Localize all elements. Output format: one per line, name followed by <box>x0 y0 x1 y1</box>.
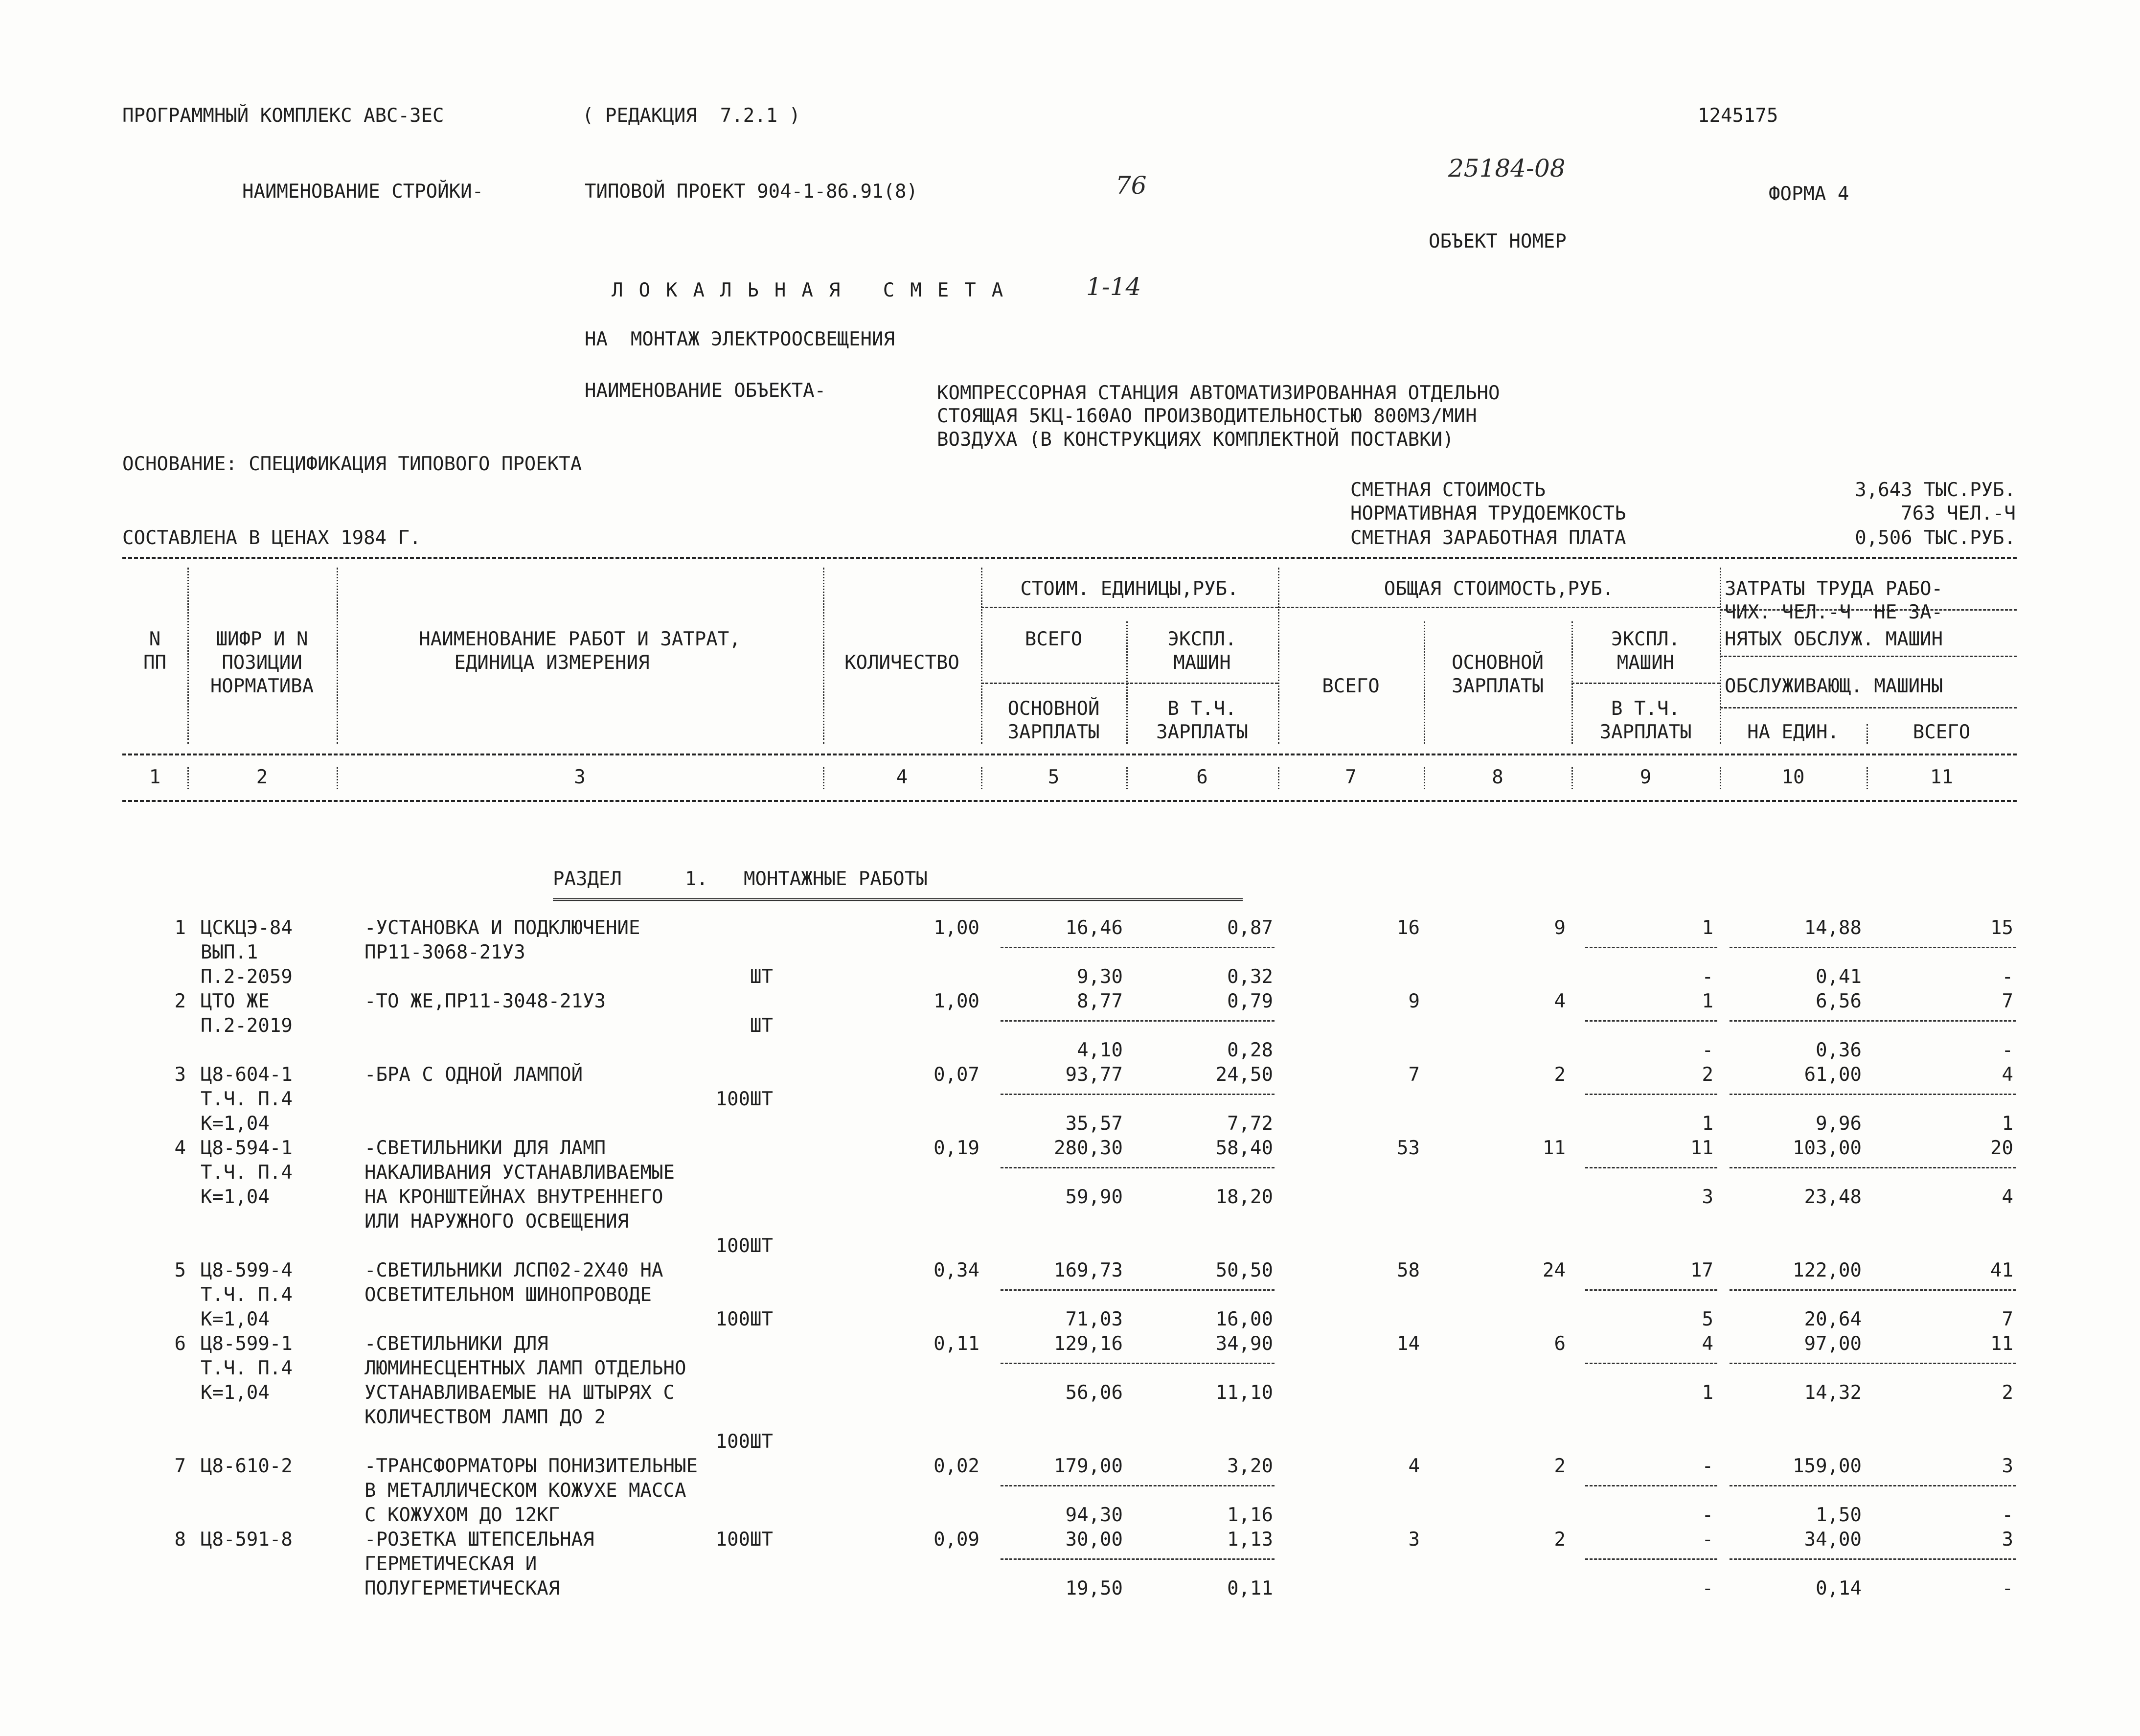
row-unit-base: 94,30 <box>1065 1504 1123 1526</box>
row-name-line: -ТО ЖЕ,ПР11-3048-21УЗ <box>364 990 606 1012</box>
unit-incl-header-1: В Т.Ч. <box>1167 698 1237 720</box>
row-unit-incl: 0,32 <box>1227 966 1273 988</box>
object-line-1: КОМПРЕССОРНАЯ СТАНЦИЯ АВТОМАТИЗИРОВАННАЯ ОТДЕЛЬНО <box>937 382 1500 404</box>
header-rule-total <box>1278 607 1720 608</box>
section-title: МОНТАЖНЫЕ РАБОТЫ <box>744 868 928 890</box>
colnum-9: 9 <box>1639 766 1652 788</box>
row-labor-total: 3 <box>2002 1455 2013 1477</box>
unit-mach-header-1: ЭКСПЛ. <box>1167 628 1237 650</box>
row-labor-unit-2: 0,14 <box>1816 1577 1862 1599</box>
colnum-10: 10 <box>1781 766 1805 788</box>
labor-total-header: ВСЕГО <box>1912 721 1971 743</box>
summary-label-wage: СМЕТНАЯ ЗАРАБОТНАЯ ПЛАТА <box>1350 527 1626 549</box>
row-name-line: ОСВЕТИТЕЛЬНОМ ШИНОПРОВОДЕ <box>364 1284 652 1306</box>
row-labor-unit-2: 23,48 <box>1804 1186 1862 1208</box>
row-labor-unit: 122,00 <box>1793 1259 1862 1281</box>
estimate-title: ЛОКАЛЬНАЯ СМЕТА <box>612 279 1019 301</box>
prices-basis: СОСТАВЛЕНА В ЦЕНАХ 1984 Г. <box>122 527 421 549</box>
row-total-base: 2 <box>1554 1529 1566 1551</box>
row-unit-divider <box>1001 1167 1275 1168</box>
row-labor-divider <box>1730 1363 2016 1364</box>
row-total-divider <box>1585 1363 1717 1364</box>
row-total-incl: 3 <box>1702 1186 1713 1208</box>
row-total-divider <box>1585 947 1717 948</box>
col2-header-line1: ШИФР И N <box>216 628 308 650</box>
row-unit-mach: 1,13 <box>1227 1529 1273 1551</box>
row-code-line: ЦСКЦЭ-84 <box>201 917 293 939</box>
colnum-7: 7 <box>1345 766 1357 788</box>
row-total-incl: - <box>1702 1039 1713 1061</box>
row-labor-divider <box>1730 1094 2016 1095</box>
row-total-all: 14 <box>1397 1333 1420 1355</box>
row-quantity: 1,00 <box>933 917 979 939</box>
row-unit-mach: 34,90 <box>1215 1333 1273 1355</box>
header-bottom-rule <box>122 754 2017 755</box>
row-unit-base: 59,90 <box>1065 1186 1123 1208</box>
row-labor-total: 41 <box>1990 1259 2013 1281</box>
colnum-8: 8 <box>1492 766 1503 788</box>
row-unit-incl: 0,28 <box>1227 1039 1273 1061</box>
row-labor-divider <box>1730 1020 2016 1022</box>
object-number-label: ОБЪЕКТ НОМЕР <box>1429 230 1567 252</box>
row-quantity: 0,11 <box>933 1333 979 1355</box>
row-total-mach: 17 <box>1690 1259 1713 1281</box>
row-labor-total: 3 <box>2002 1529 2013 1551</box>
row-total-all: 58 <box>1397 1259 1420 1281</box>
total-mach-header-2: МАШИН <box>1616 652 1675 674</box>
row-labor-total: 15 <box>1990 917 2013 939</box>
row-unit-incl: 0,11 <box>1227 1577 1273 1599</box>
total-all-header: ВСЕГО <box>1322 675 1380 697</box>
basis: ОСНОВАНИЕ: СПЕЦИФИКАЦИЯ ТИПОВОГО ПРОЕКТА <box>122 453 582 475</box>
row-labor-total-2: 7 <box>2002 1308 2013 1330</box>
row-total-incl: 1 <box>1702 1113 1713 1135</box>
row-unit-total: 169,73 <box>1054 1259 1123 1281</box>
row-name-line: -БРА С ОДНОЙ ЛАМПОЙ <box>364 1064 583 1086</box>
row-unit: 100ШТ <box>715 1235 773 1257</box>
total-mach-header-1: ЭКСПЛ. <box>1611 628 1680 650</box>
row-unit-total: 179,00 <box>1054 1455 1123 1477</box>
row-total-base: 24 <box>1543 1259 1566 1281</box>
estimate-subject: НА МОНТАЖ ЭЛЕКТРООСВЕЩЕНИЯ <box>585 328 895 350</box>
row-name-line: ИЛИ НАРУЖНОГО ОСВЕЩЕНИЯ <box>364 1211 629 1233</box>
row-code-line: П.2-2059 <box>201 966 293 988</box>
row-unit: 100ШТ <box>715 1529 773 1551</box>
row-labor-divider <box>1730 1167 2016 1168</box>
num-sep-10 <box>1867 767 1868 789</box>
row-name-line: ПР11-3068-21УЗ <box>364 941 525 963</box>
summary-value-wage: 0,506 ТЫС.РУБ. <box>1855 527 2016 549</box>
row-unit-incl: 1,16 <box>1227 1504 1273 1526</box>
row-unit-mach: 0,79 <box>1227 990 1273 1012</box>
total-base-header-2: ЗАРПЛАТЫ <box>1452 675 1544 697</box>
row-labor-total: 20 <box>1990 1137 2013 1159</box>
summary-value-cost: 3,643 ТЫС.РУБ. <box>1855 479 2016 501</box>
total-incl-header-1: В Т.Ч. <box>1611 698 1680 720</box>
row-unit-mach: 50,50 <box>1215 1259 1273 1281</box>
row-total-all: 7 <box>1408 1064 1420 1086</box>
row-code-line: Ц8-599-4 <box>201 1259 293 1281</box>
row-name-line: -УСТАНОВКА И ПОДКЛЮЧЕНИЕ <box>364 917 640 939</box>
row-labor-total: 11 <box>1990 1333 2013 1355</box>
row-labor-total-2: - <box>2002 1504 2013 1526</box>
row-labor-total-2: 4 <box>2002 1186 2013 1208</box>
row-unit-total: 129,16 <box>1054 1333 1123 1355</box>
row-unit-base: 71,03 <box>1065 1308 1123 1330</box>
row-name-line: В МЕТАЛЛИЧЕСКОМ КОЖУХЕ МАССА <box>364 1480 686 1502</box>
colnum-3: 3 <box>574 766 586 788</box>
row-quantity: 1,00 <box>933 990 979 1012</box>
col4-header: КОЛИЧЕСТВО <box>844 652 959 674</box>
row-code-line: Т.Ч. П.4 <box>201 1088 293 1110</box>
row-unit-divider <box>1001 1363 1275 1364</box>
row-name-line: КОЛИЧЕСТВОМ ЛАМП ДО 2 <box>364 1406 606 1428</box>
colnum-4: 4 <box>896 766 908 788</box>
document-number: 1245175 <box>1698 105 1778 127</box>
row-unit-base: 35,57 <box>1065 1113 1123 1135</box>
row-unit-mach: 58,40 <box>1215 1137 1273 1159</box>
row-total-base: 11 <box>1543 1137 1566 1159</box>
row-quantity: 0,09 <box>933 1529 979 1551</box>
row-name-line: НА КРОНШТЕЙНАХ ВНУТРЕННЕГО <box>364 1186 663 1208</box>
row-total-incl: 1 <box>1702 1382 1713 1404</box>
row-unit-mach: 3,20 <box>1227 1455 1273 1477</box>
row-total-divider <box>1585 1167 1717 1168</box>
row-labor-unit-2: 0,36 <box>1816 1039 1862 1061</box>
row-unit-total: 30,00 <box>1065 1529 1123 1551</box>
row-unit-divider <box>1001 947 1275 948</box>
row-unit-divider <box>1001 1289 1275 1291</box>
row-labor-unit: 61,00 <box>1804 1064 1862 1086</box>
summary-label-labor: НОРМАТИВНАЯ ТРУДОЕМКОСТЬ <box>1350 503 1626 525</box>
row-quantity: 0,34 <box>933 1259 979 1281</box>
row-labor-total-2: 1 <box>2002 1113 2013 1135</box>
row-code-line: ЦТО ЖЕ <box>201 990 270 1012</box>
row-labor-unit-2: 0,41 <box>1816 966 1862 988</box>
section-number: 1. <box>685 868 708 890</box>
row-total-divider <box>1585 1020 1717 1022</box>
labor-header-1: ЗАТРАТЫ ТРУДА РАБО- <box>1725 578 1943 600</box>
row-unit-incl: 11,10 <box>1215 1382 1273 1404</box>
row-name-line: -СВЕТИЛЬНИКИ ДЛЯ <box>364 1333 548 1355</box>
row-labor-divider <box>1730 947 2016 948</box>
row-code-line: Т.Ч. П.4 <box>201 1357 293 1379</box>
section-label: РАЗДЕЛ <box>553 868 622 890</box>
table-top-rule <box>122 557 2017 559</box>
row-unit-base: 56,06 <box>1065 1382 1123 1404</box>
row-code-line: К=1,04 <box>201 1186 270 1208</box>
num-sep-3 <box>823 767 824 789</box>
row-unit-mach: 0,87 <box>1227 917 1273 939</box>
row-code-line: Ц8-591-8 <box>201 1529 293 1551</box>
row-quantity: 0,07 <box>933 1064 979 1086</box>
row-labor-unit-2: 20,64 <box>1804 1308 1862 1330</box>
row-unit-total: 8,77 <box>1077 990 1123 1012</box>
row-number: 4 <box>174 1137 186 1159</box>
row-unit: 100ШТ <box>715 1088 773 1110</box>
row-unit-incl: 18,20 <box>1215 1186 1273 1208</box>
row-labor-total-2: - <box>2002 1039 2013 1061</box>
row-labor-total-2: 2 <box>2002 1382 2013 1404</box>
row-name-line: -ТРАНСФОРМАТОРЫ ПОНИЗИТЕЛЬНЫЕ <box>364 1455 698 1477</box>
row-total-base: 2 <box>1554 1455 1566 1477</box>
total-base-header-1: ОСНОВНОЙ <box>1452 652 1544 674</box>
colnum-1: 1 <box>149 766 161 788</box>
header-rule-total-mid <box>1571 683 1720 684</box>
row-name-line: -СВЕТИЛЬНИКИ ЛСП02-2Х40 НА <box>364 1259 663 1281</box>
total-incl-header-2: ЗАРПЛАТЫ <box>1599 721 1692 743</box>
row-code-line: К=1,04 <box>201 1113 270 1135</box>
row-labor-unit: 14,88 <box>1804 917 1862 939</box>
row-number: 3 <box>174 1064 186 1086</box>
row-total-base: 2 <box>1554 1064 1566 1086</box>
estimate-number: 1-14 <box>1086 273 1141 301</box>
row-name-line: ПОЛУГЕРМЕТИЧЕСКАЯ <box>364 1577 560 1599</box>
col2-header-line2: ПОЗИЦИИ <box>222 652 302 674</box>
row-name-line: ГЕРМЕТИЧЕСКАЯ И <box>364 1553 537 1575</box>
summary-value-labor: 763 ЧЕЛ.-Ч <box>1901 503 2016 525</box>
row-total-all: 16 <box>1397 917 1420 939</box>
construction-label: НАИМЕНОВАНИЕ СТРОЙКИ- <box>242 181 484 203</box>
row-total-mach: 1 <box>1702 917 1713 939</box>
row-code-line: Т.Ч. П.4 <box>201 1284 293 1306</box>
row-code-line: К=1,04 <box>201 1382 270 1404</box>
total-cost-header: ОБЩАЯ СТОИМОСТЬ,РУБ. <box>1384 578 1614 600</box>
header-rule-unit <box>981 607 1278 608</box>
col2-header-line3: НОРМАТИВА <box>210 675 314 697</box>
row-unit-total: 16,46 <box>1065 917 1123 939</box>
row-code-line: ВЫП.1 <box>201 941 258 963</box>
row-unit-incl: 16,00 <box>1215 1308 1273 1330</box>
row-total-base: 6 <box>1554 1333 1566 1355</box>
construction-value: ТИПОВОЙ ПРОЕКТ 904-1-86.91(8) <box>585 181 918 203</box>
colnum-2: 2 <box>256 766 268 788</box>
row-number: 5 <box>174 1259 186 1281</box>
row-total-all: 4 <box>1408 1455 1420 1477</box>
row-code-line: Ц8-610-2 <box>201 1455 293 1477</box>
col3-header-line2: ЕДИНИЦА ИЗМЕРЕНИЯ <box>454 652 650 674</box>
row-unit-divider <box>1001 1485 1275 1486</box>
num-sep-5 <box>1126 767 1128 789</box>
row-total-divider <box>1585 1289 1717 1291</box>
col1-header-line2: ПП <box>143 652 166 674</box>
row-unit: 100ШТ <box>715 1308 773 1330</box>
row-total-divider <box>1585 1485 1717 1486</box>
summary-label-cost: СМЕТНАЯ СТОИМОСТЬ <box>1350 479 1546 501</box>
row-code-line: Ц8-594-1 <box>201 1137 293 1159</box>
row-total-mach: 4 <box>1702 1333 1713 1355</box>
row-unit-divider <box>1001 1020 1275 1022</box>
row-name-line: -РОЗЕТКА ШТЕПСЕЛЬНАЯ <box>364 1529 594 1551</box>
row-total-all: 53 <box>1397 1137 1420 1159</box>
row-total-base: 4 <box>1554 990 1566 1012</box>
row-unit-base: 19,50 <box>1065 1577 1123 1599</box>
row-labor-unit-2: 9,96 <box>1816 1113 1862 1135</box>
row-labor-total-2: - <box>2002 1577 2013 1599</box>
num-sep-8 <box>1571 767 1573 789</box>
row-quantity: 0,02 <box>933 1455 979 1477</box>
object-line-3: ВОЗДУХА (В КОНСТРУКЦИЯХ КОМПЛЕКТНОЙ ПОСТАВКИ) <box>937 429 1454 451</box>
row-unit-divider <box>1001 1558 1275 1560</box>
row-unit-divider <box>1001 1094 1275 1095</box>
colnum-5: 5 <box>1047 766 1060 788</box>
row-total-incl: - <box>1702 1504 1713 1526</box>
row-total-mach: - <box>1702 1529 1713 1551</box>
handwritten-code: 25184-08 <box>1448 154 1566 183</box>
row-labor-unit: 103,00 <box>1793 1137 1862 1159</box>
unit-base-header-1: ОСНОВНОЙ <box>1007 698 1100 720</box>
unit-cost-header: СТОИМ. ЕДИНИЦЫ,РУБ. <box>1020 578 1239 600</box>
row-labor-total: 7 <box>2002 990 2013 1012</box>
row-total-mach: 1 <box>1702 990 1713 1012</box>
row-number: 1 <box>174 917 186 939</box>
col3-header-line1: НАИМЕНОВАНИЕ РАБОТ И ЗАТРАТ, <box>419 628 741 650</box>
num-sep-2 <box>337 767 338 789</box>
row-number: 2 <box>174 990 186 1012</box>
header-rule-labor-3 <box>1720 707 2017 708</box>
colnum-6: 6 <box>1196 766 1208 788</box>
row-unit-total: 93,77 <box>1065 1064 1123 1086</box>
unit-incl-header-2: ЗАРПЛАТЫ <box>1156 721 1248 743</box>
row-number: 8 <box>174 1529 186 1551</box>
row-code-line: Ц8-604-1 <box>201 1064 293 1086</box>
num-sep-9 <box>1720 767 1721 789</box>
row-quantity: 0,19 <box>933 1137 979 1159</box>
row-unit-base: 9,30 <box>1077 966 1123 988</box>
row-unit-incl: 7,72 <box>1227 1113 1273 1135</box>
row-total-mach: 11 <box>1690 1137 1713 1159</box>
row-total-all: 9 <box>1408 990 1420 1012</box>
row-total-all: 3 <box>1408 1529 1420 1551</box>
colnum-11: 11 <box>1930 766 1953 788</box>
row-unit-mach: 24,50 <box>1215 1064 1273 1086</box>
row-number: 6 <box>174 1333 186 1355</box>
row-labor-unit: 97,00 <box>1804 1333 1862 1355</box>
row-labor-divider <box>1730 1289 2016 1291</box>
object-line-2: СТОЯЩАЯ 5КЦ-160АО ПРОИЗВОДИТЕЛЬНОСТЬЮ 800М3/МИН <box>937 405 1477 427</box>
header-rule-labor-2 <box>1720 656 2017 657</box>
row-number: 7 <box>174 1455 186 1477</box>
num-sep-1 <box>187 767 189 789</box>
row-total-divider <box>1585 1094 1717 1095</box>
form-number: ФОРМА 4 <box>1769 183 1849 205</box>
row-total-base: 9 <box>1554 917 1566 939</box>
header-rule-unit-mid <box>981 683 1278 684</box>
numbers-bottom-rule <box>122 800 2017 802</box>
row-labor-unit-2: 1,50 <box>1816 1504 1862 1526</box>
row-total-incl: - <box>1702 966 1713 988</box>
row-code-line: Ц8-599-1 <box>201 1333 293 1355</box>
row-labor-unit: 34,00 <box>1804 1529 1862 1551</box>
row-unit-total: 280,30 <box>1054 1137 1123 1159</box>
unit-total-header: ВСЕГО <box>1024 628 1083 650</box>
num-sep-7 <box>1424 767 1425 789</box>
row-code-line: Т.Ч. П.4 <box>201 1162 293 1184</box>
row-unit-base: 4,10 <box>1077 1039 1123 1061</box>
num-sep-6 <box>1278 767 1279 789</box>
row-labor-unit-2: 14,32 <box>1804 1382 1862 1404</box>
row-name-line: ЛЮМИНЕСЦЕНТНЫХ ЛАМП ОТДЕЛЬНО <box>364 1357 686 1379</box>
unit-mach-header-2: МАШИН <box>1173 652 1231 674</box>
edition: ( РЕДАКЦИЯ 7.2.1 ) <box>582 105 801 127</box>
unit-base-header-2: ЗАРПЛАТЫ <box>1007 721 1100 743</box>
labor-unit-header: НА ЕДИН. <box>1747 721 1839 743</box>
labor-header-2: ЧИХ. ЧЕЛ.-Ч НЕ ЗА- <box>1725 601 1943 623</box>
row-labor-divider <box>1730 1558 2016 1560</box>
row-total-incl: - <box>1702 1577 1713 1599</box>
row-total-mach: 2 <box>1702 1064 1713 1086</box>
row-name-line: С КОЖУХОМ ДО 12КГ <box>364 1504 560 1526</box>
row-total-divider <box>1585 1558 1717 1560</box>
row-labor-unit: 159,00 <box>1793 1455 1862 1477</box>
row-labor-divider <box>1730 1485 2016 1486</box>
num-sep-4 <box>981 767 982 789</box>
row-unit: 100ШТ <box>715 1431 773 1453</box>
program-name: ПРОГРАММНЫЙ КОМПЛЕКС АВС-ЗЕС <box>122 105 444 127</box>
handwritten-page-number: 76 <box>1116 171 1147 200</box>
col1-header-line1: N <box>149 628 161 650</box>
row-labor-total: 4 <box>2002 1064 2013 1086</box>
section-underline <box>553 898 1243 901</box>
labor-service-header: ОБСЛУЖИВАЮЩ. МАШИНЫ <box>1725 675 1943 697</box>
row-code-line: К=1,04 <box>201 1308 270 1330</box>
object-label: НАИМЕНОВАНИЕ ОБЪЕКТА- <box>585 380 826 402</box>
labor-header-3: НЯТЫХ ОБСЛУЖ. МАШИН <box>1725 628 1943 650</box>
row-unit: ШТ <box>750 1015 773 1037</box>
row-labor-unit: 6,56 <box>1816 990 1862 1012</box>
row-unit: ШТ <box>750 966 773 988</box>
row-name-line: УСТАНАВЛИВАЕМЫЕ НА ШТЫРЯХ С <box>364 1382 675 1404</box>
row-name-line: -СВЕТИЛЬНИКИ ДЛЯ ЛАМП <box>364 1137 606 1159</box>
row-total-mach: - <box>1702 1455 1713 1477</box>
row-name-line: НАКАЛИВАНИЯ УСТАНАВЛИВАЕМЫЕ <box>364 1162 675 1184</box>
row-labor-total-2: - <box>2002 966 2013 988</box>
row-total-incl: 5 <box>1702 1308 1713 1330</box>
row-code-line: П.2-2019 <box>201 1015 293 1037</box>
